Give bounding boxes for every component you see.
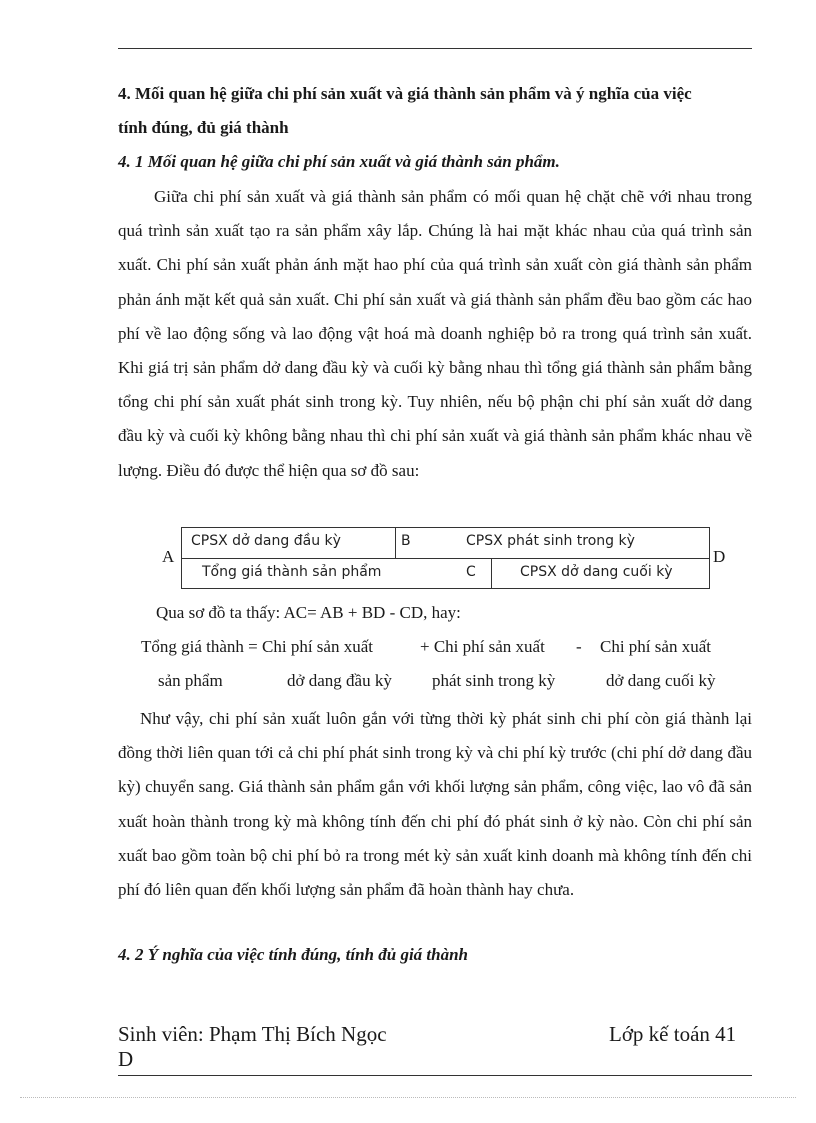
formula-minus: - [576,637,582,656]
formula-term-closing: Chi phí sản xuất [600,637,711,656]
paragraph-2-text: Như vậy, chi phí sản xuất luôn gắn với từng thời kỳ phát sinh chi phí còn giá thành lại đồng thời liên quan tới cả chi phí phát sinh trong kỳ và chi phí kỳ trước (chi phí dở dang đầu kỳ) chuyển sang. Giá thành sản phẩm gắn với khối lượng sản phẩm, công việc, lao vô đã sản xuất hoàn thành trong kỳ mà không tính đến chi phí đó phát sinh ở kỳ nào. Còn chi phí sản xuất bao gồm toàn bộ chi phí bỏ ra trong mét kỳ sản xuất kinh doanh mà không tính đến chi phí đó liên quan đến khối lượng sản phẩm đã hoàn thành hay chưa. [118,709,752,900]
diagram-cell-cpsx-dau-ky: CPSX dở dang đầu kỳ [191,533,341,549]
formula-term-total: Tổng giá thành = Chi phí sản xuất [141,637,373,656]
paragraph-conclusion [118,702,752,907]
diagram-divider-b [395,528,396,558]
footer-class: Lớp kế toán 41 [609,1022,737,1046]
subsection-heading-4-2: 4. 2 Ý nghĩa của việc tính đúng, tính đủ giá thành [118,945,469,964]
cost-diagram [181,527,710,589]
diagram-cell-cpsx-phat-sinh: CPSX phát sinh trong kỳ [466,533,635,549]
formula-label-incurred: phát sinh trong kỳ [432,671,556,690]
paragraph-relationship [118,180,752,488]
formula-term-opening: + Chi phí sản xuất [420,637,545,656]
paragraph-1-text: Giữa chi phí sản xuất và giá thành sản phẩm có mối quan hệ chặt chẽ với nhau trong quá trình sản xuất tạo ra sản phẩm xây lắp. Chúng là hai mặt khác nhau của quá trình sản xuất. Chi phí sản xuất phản ánh mặt hao phí của quá trình sản xuất còn giá thành sản phẩm phản ánh mặt kết quả sản xuất. Chi phí sản xuất và giá thành sản phẩm đều bao gồm các hao phí về lao động sống và lao động vật hoá mà doanh nghiệp bỏ ra trong quá trình sản xuất. Khi giá trị sản phẩm dở dang đầu kỳ và cuối kỳ bằng nhau thì tổng giá thành sản phẩm bằng tổng chi phí sản xuất phát sinh trong kỳ. Tuy nhiên, nếu bộ phận chi phí sản xuất dở dang đầu kỳ và cuối kỳ không bằng nhau thì chi phí sản xuất và giá thành sản phẩm khác nhau về lượng. Điều đó được thể hiện qua sơ đồ sau: [118,187,752,480]
diagram-cell-tong-gia-thanh: Tổng giá thành sản phẩm [202,564,382,580]
section-heading-4-line2: tính đúng, đủ giá thành [118,118,289,137]
footer-student: Sinh viên: Phạm Thị Bích Ngọc [118,1022,387,1046]
formula-label-opening: dở dang đầu kỳ [287,671,392,690]
diagram-divider-c [491,558,492,588]
diagram-point-b: B [401,533,411,549]
formula-label-product: sản phẩm [158,671,223,690]
formula-label-closing: dở dang cuối kỳ [606,671,716,690]
footer-class-suffix: D [118,1047,134,1071]
page-edge-dotted [20,1097,796,1098]
diagram-label-a: A [162,547,175,566]
header-rule [118,48,752,49]
section-heading-4-line1: 4. Mối quan hệ giữa chi phí sản xuất và giá thành sản phẩm và ý nghĩa của việc [118,84,692,103]
diagram-point-c: C [466,564,476,580]
diagram-cell-cpsx-cuoi-ky: CPSX dở dang cuối kỳ [520,564,673,580]
formula-intro: Qua sơ đồ ta thấy: AC= AB + BD - CD, hay: [156,603,461,622]
diagram-label-d: D [713,547,726,566]
subsection-heading-4-1: 4. 1 Mối quan hệ giữa chi phí sản xuất và giá thành sản phẩm. [118,152,560,171]
footer-rule [118,1075,752,1076]
